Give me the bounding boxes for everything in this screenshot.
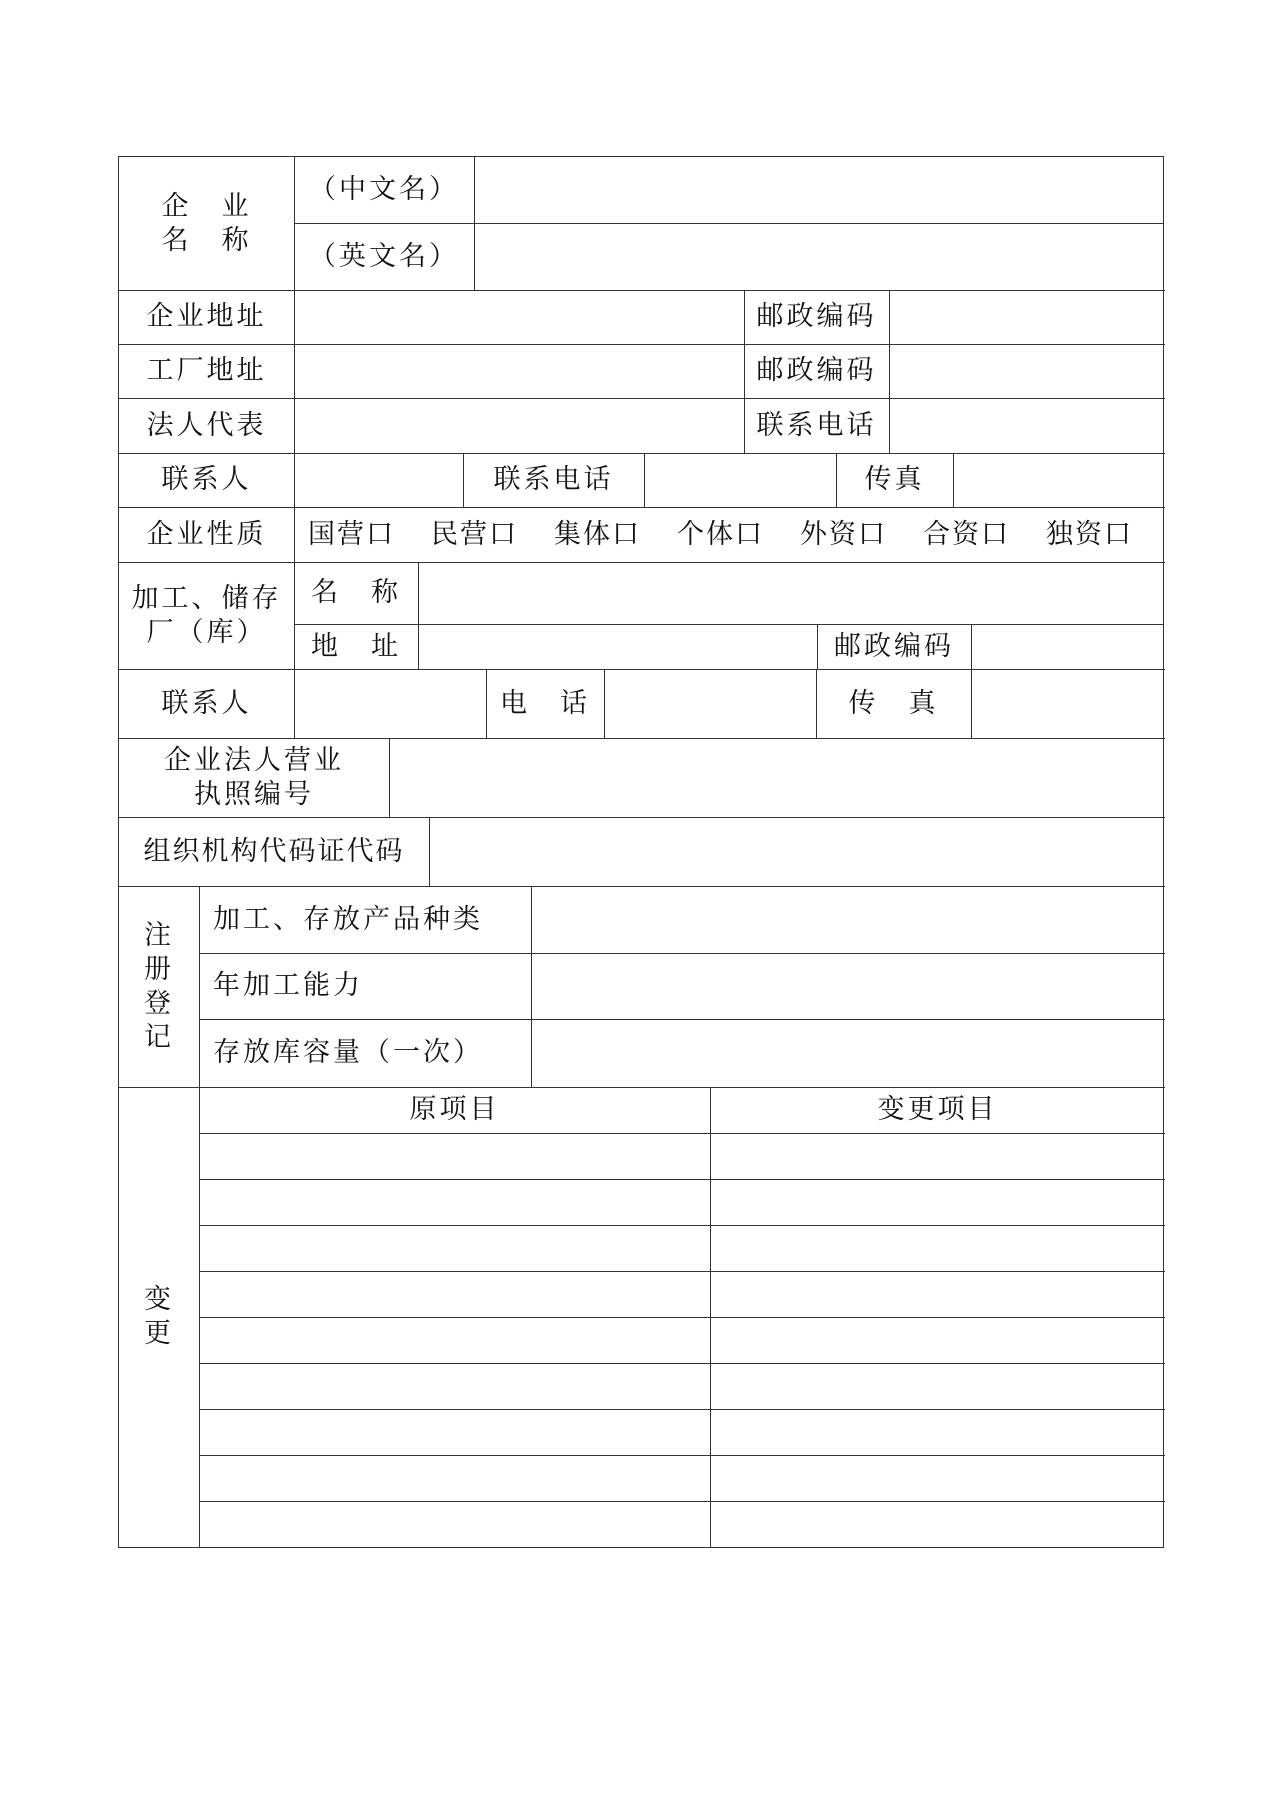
divider: [199, 1133, 1165, 1134]
legal-rep-phone-field[interactable]: [889, 398, 1165, 453]
registration-char: 注: [144, 919, 174, 951]
license-label: [119, 738, 389, 817]
english-name-field[interactable]: [474, 223, 1164, 290]
factory-postcode-field[interactable]: [889, 344, 1165, 398]
facility-address-field[interactable]: [418, 624, 817, 669]
product-types-field[interactable]: [531, 886, 1165, 953]
divider: [199, 1409, 1165, 1410]
factory-address-field[interactable]: [294, 344, 744, 398]
chinese-name-field[interactable]: [474, 157, 1164, 223]
facility-phone-field[interactable]: [604, 669, 816, 738]
divider: [199, 1087, 200, 1547]
facility-name-label: 名 称: [311, 577, 401, 608]
option-private[interactable]: 民营口: [431, 518, 518, 550]
contact-fax-field[interactable]: [953, 453, 1165, 507]
org-code-label: 组织机构代码证代码: [143, 835, 405, 867]
facility-label-line1: 加工、储存: [131, 582, 282, 614]
divider: [199, 1455, 1165, 1456]
license-label-line2: 执照编号: [194, 778, 314, 810]
enterprise-type-label: 企业性质: [146, 518, 267, 550]
option-collective[interactable]: 集体口: [554, 518, 641, 550]
divider: [710, 1087, 711, 1547]
changed-items-header: 变更项目: [877, 1094, 998, 1125]
org-code-field[interactable]: [429, 817, 1165, 886]
facility-contact-field[interactable]: [294, 669, 486, 738]
facility-fax-label: 传 真: [848, 687, 939, 719]
divider: [199, 1225, 1165, 1226]
registration-char: 册: [144, 953, 174, 985]
registration-side-label: [119, 886, 199, 1087]
company-address-field[interactable]: [294, 290, 744, 344]
company-name-label-line1: 企 业: [161, 190, 252, 222]
facility-address-label: 地 址: [311, 630, 401, 662]
facility-label: [119, 562, 294, 669]
company-postcode-field[interactable]: [889, 290, 1165, 344]
facility-contact-label: 联系人: [161, 687, 252, 719]
divider: [199, 1363, 1165, 1364]
option-joint-venture[interactable]: 合资口: [923, 518, 1010, 550]
option-sole-proprietorship[interactable]: 独资口: [1046, 518, 1133, 550]
divider: [199, 1317, 1165, 1318]
contact-phone-label: 联系电话: [493, 464, 614, 495]
registration-form: [118, 156, 1164, 1548]
contact-phone-field[interactable]: [644, 453, 836, 507]
company-postcode-label: 邮政编码: [756, 301, 877, 332]
contact-field[interactable]: [294, 453, 463, 507]
storage-capacity-label: 存放库容量（一次）: [213, 1037, 483, 1068]
legal-rep-field[interactable]: [294, 398, 744, 453]
legal-rep-phone-label: 联系电话: [756, 409, 877, 441]
divider: [199, 1179, 1165, 1180]
facility-postcode-label: 邮政编码: [834, 630, 954, 662]
option-individual[interactable]: 个体口: [677, 518, 764, 550]
facility-label-line2: 厂（库）: [146, 616, 267, 648]
contact-label: 联系人: [161, 464, 252, 495]
license-number-field[interactable]: [389, 738, 1165, 817]
annual-capacity-label: 年加工能力: [213, 970, 363, 1001]
enterprise-type-options: [294, 507, 1165, 562]
chinese-name-label: （中文名）: [309, 174, 459, 205]
legal-rep-label: 法人代表: [146, 409, 267, 441]
factory-postcode-label: 邮政编码: [756, 355, 877, 386]
facility-postcode-field[interactable]: [971, 624, 1165, 669]
option-state-owned[interactable]: 国营口: [308, 518, 395, 550]
annual-capacity-field[interactable]: [531, 953, 1165, 1019]
original-items-header: 原项目: [409, 1094, 500, 1125]
english-name-label: （英文名）: [309, 240, 459, 272]
change-char: 变: [144, 1284, 174, 1315]
license-label-line1: 企业法人营业: [164, 744, 344, 776]
divider: [199, 1501, 1165, 1502]
storage-capacity-field[interactable]: [531, 1019, 1165, 1087]
registration-char: 登: [144, 987, 174, 1019]
product-types-label: 加工、存放产品种类: [213, 903, 483, 935]
factory-address-label: 工厂地址: [146, 355, 267, 386]
option-foreign[interactable]: 外资口: [800, 518, 887, 550]
facility-name-field[interactable]: [418, 562, 1165, 624]
change-char: 更: [144, 1318, 174, 1349]
company-name-label-line2: 名 称: [161, 224, 252, 256]
company-name-label: [119, 157, 294, 290]
facility-phone-label: 电 话: [500, 687, 590, 719]
divider: [199, 1271, 1165, 1272]
registration-char: 记: [144, 1021, 174, 1053]
company-address-label: 企业地址: [146, 301, 267, 332]
change-side-label: [119, 1087, 199, 1547]
facility-fax-field[interactable]: [971, 669, 1165, 738]
contact-fax-label: 传真: [864, 464, 925, 495]
